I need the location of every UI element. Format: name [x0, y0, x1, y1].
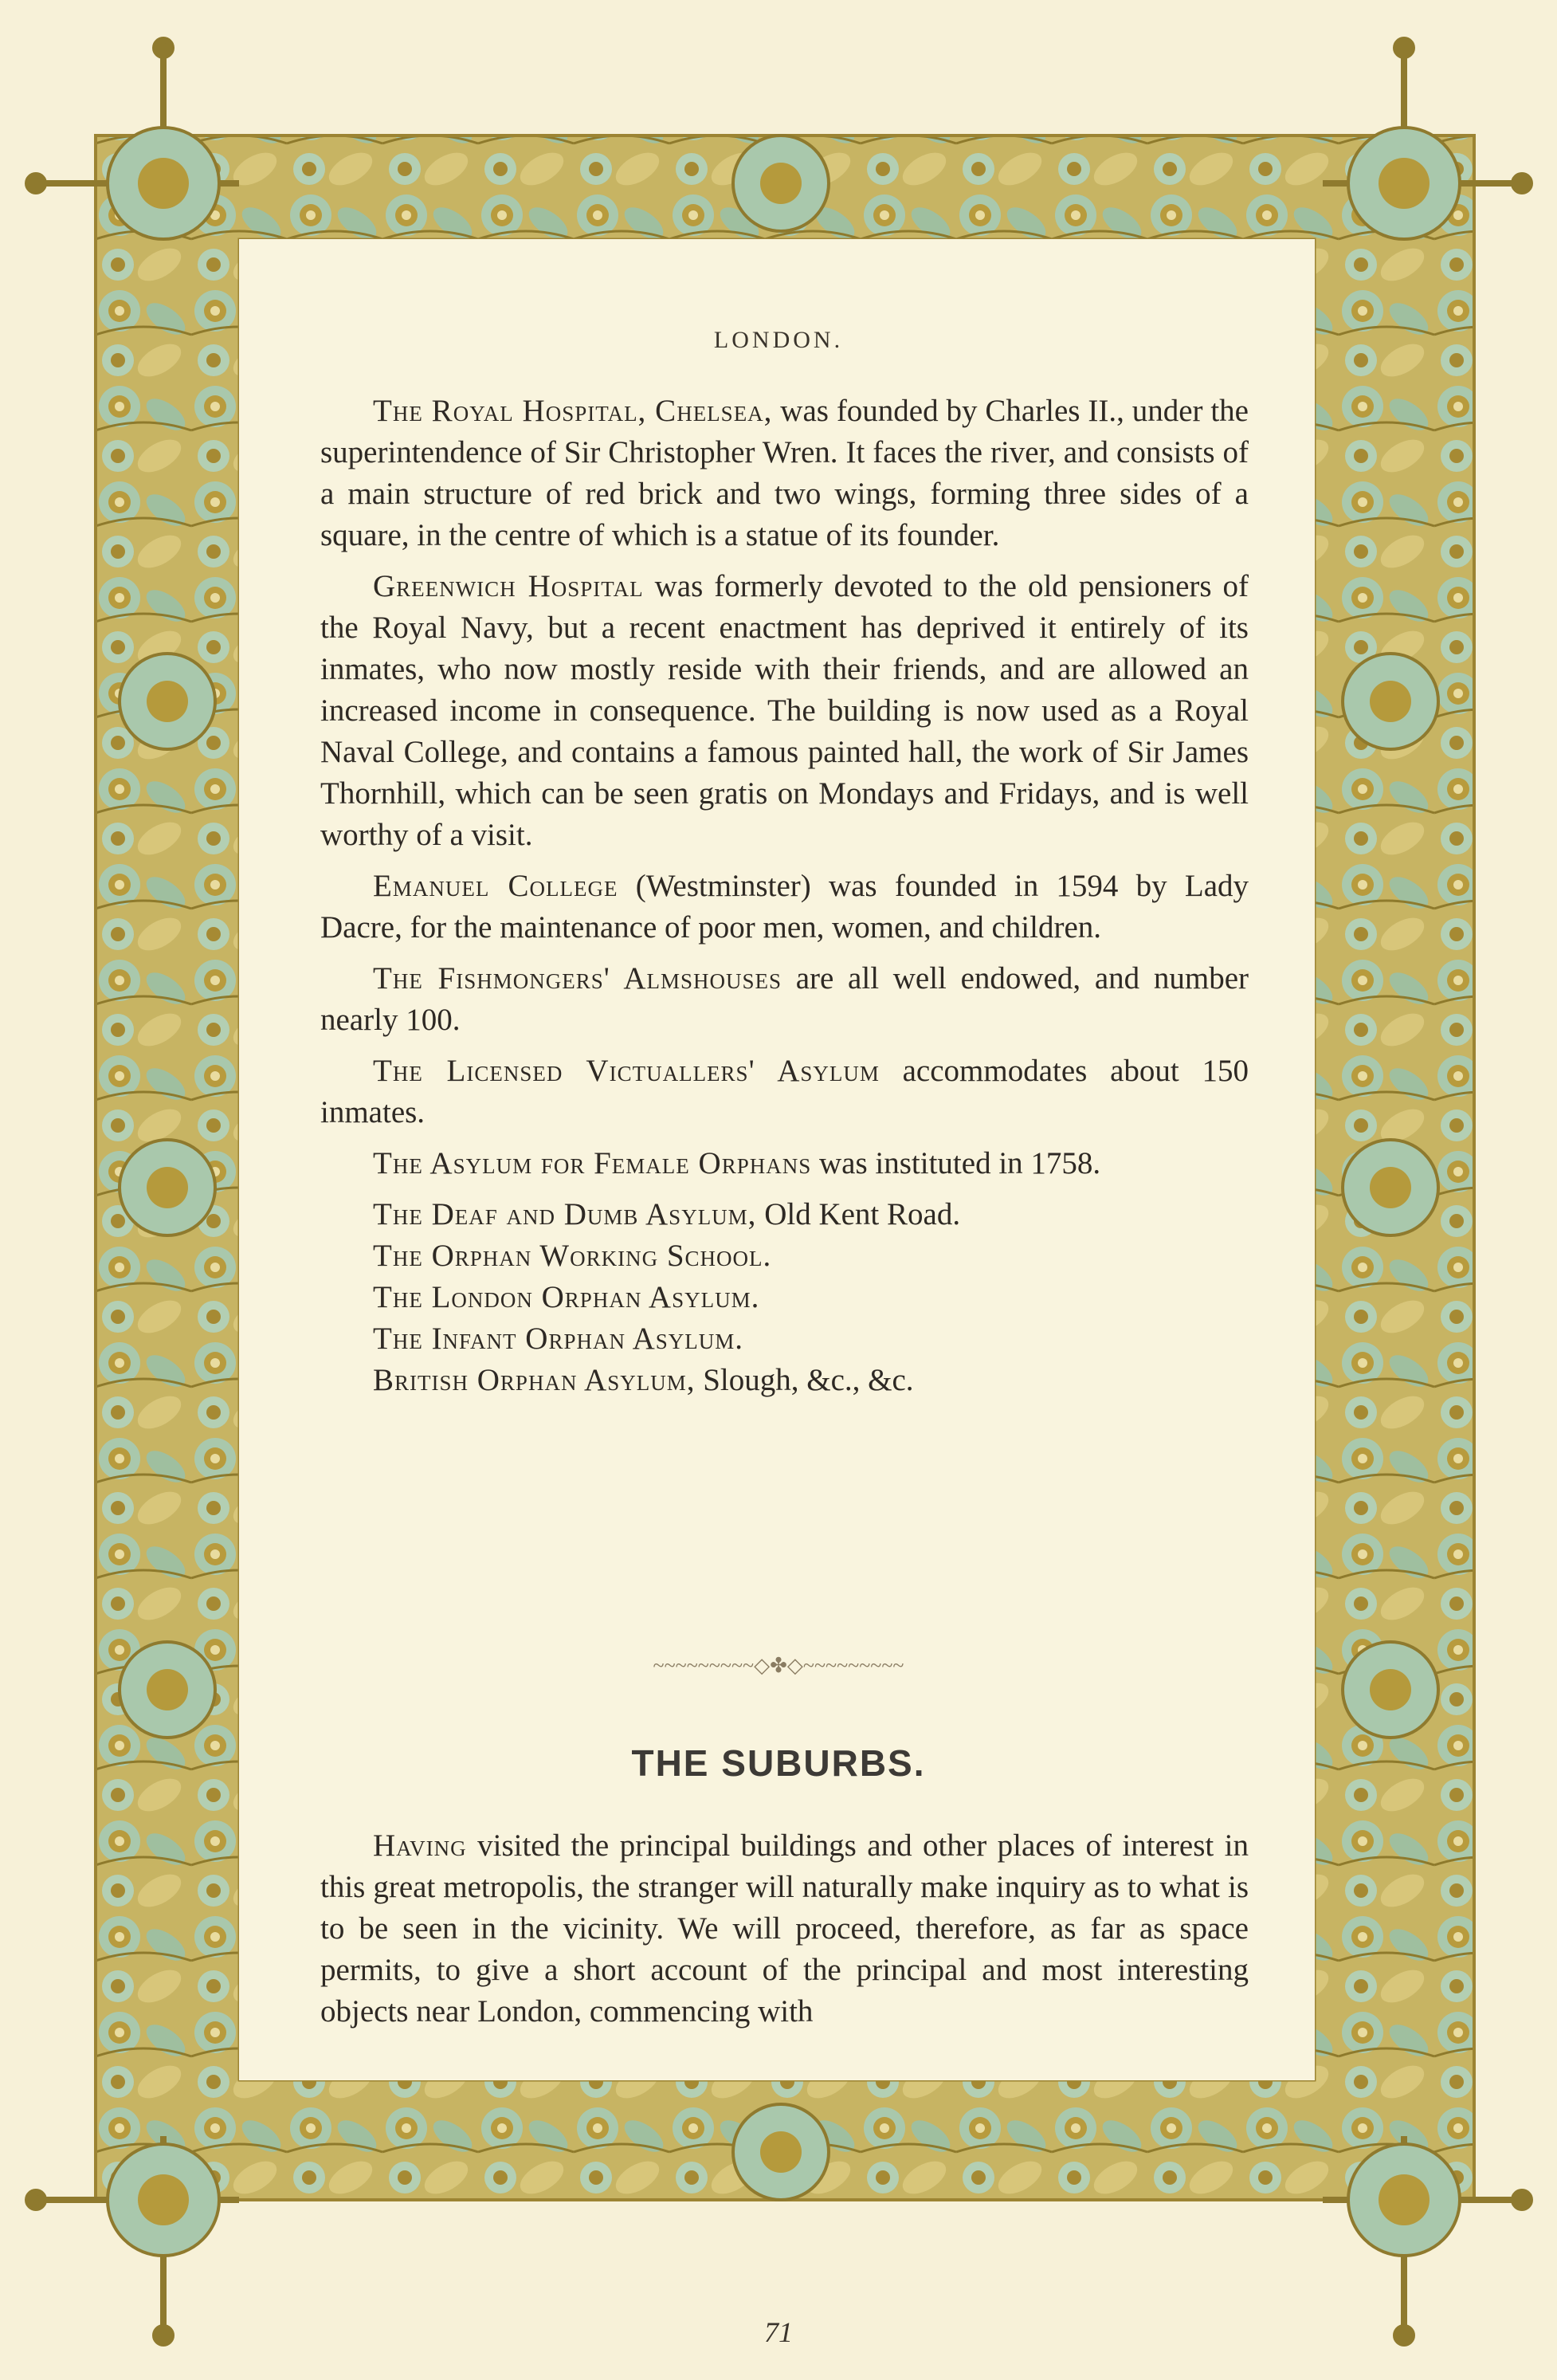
- paragraph-body: accommodates about 150 inmates.: [320, 1054, 1249, 1129]
- paragraph-lead: The Royal Hospital, Chelsea,: [373, 394, 773, 428]
- paragraph-body: was founded by Charles II., under the superintendence of Sir Christopher Wren. It faces the river, and consists of a main structure of red brick and two wings, forming three sides of a square, in the centre of which is a statue of its founder.: [320, 394, 1249, 552]
- list-item-lead: The Deaf and Dumb Asylum,: [373, 1197, 757, 1231]
- list-item-body: Slough, &c., &c.: [695, 1363, 914, 1397]
- list-item: [320, 1235, 1249, 1277]
- paragraph-lead: The Fishmongers' Almshouses: [373, 961, 782, 996]
- list-item-lead: The Orphan Working School.: [373, 1239, 772, 1273]
- list-item: [320, 1360, 1249, 1401]
- paragraph-greenwich-hospital: [320, 566, 1249, 856]
- paragraph-lead: The Licensed Victuallers' Asylum: [373, 1054, 880, 1088]
- section-title: THE SUBURBS.: [631, 1742, 926, 1784]
- suburbs-text-block: [320, 1825, 1249, 2042]
- section-divider-ornament: ~~~~~~~~~◇✤◇~~~~~~~~~: [653, 1654, 904, 1677]
- page-number: 71: [764, 2316, 793, 2348]
- list-item-body: Old Kent Road.: [756, 1197, 961, 1231]
- paragraph-fishmongers-almshouses: [320, 958, 1249, 1041]
- paragraph-female-orphans: [320, 1143, 1249, 1184]
- paragraph-body: was instituted in 1758.: [811, 1146, 1101, 1180]
- paragraph-victuallers-asylum: [320, 1051, 1249, 1133]
- list-item: [320, 1318, 1249, 1360]
- paragraph-body: (Westminster) was founded in 1594 by Lady Dacre, for the maintenance of poor men, women, and children.: [320, 869, 1249, 945]
- list-item: [320, 1277, 1249, 1318]
- paragraph-body: was formerly devoted to the old pensioners of the Royal Navy, but a recent enactment has deprived it entirely of its inmates, who now mostly reside with their friends, and are allowed an increased income in consequence. The building is now used as a Royal Naval College, and contains a famous painted hall, the work of Sir James Thornhill, which can be seen gratis on Mondays and Fridays, and is well worthy of a visit.: [320, 569, 1249, 852]
- paragraph-suburbs-intro: [320, 1825, 1249, 2032]
- list-item-lead: British Orphan Asylum,: [373, 1363, 696, 1397]
- paragraph-emanuel-college: [320, 866, 1249, 948]
- paragraph-lead: Greenwich Hospital: [373, 569, 644, 603]
- paragraph-lead: The Asylum for Female Orphans: [373, 1146, 812, 1180]
- paragraph-lead: Emanuel College: [373, 869, 618, 903]
- paragraph-lead: Having: [373, 1828, 467, 1863]
- paragraph-body: are all well endowed, and number nearly 100.: [320, 961, 1249, 1037]
- main-text-block: [320, 391, 1249, 1401]
- list-item-lead: The London Orphan Asylum.: [373, 1280, 760, 1314]
- paragraph-royal-hospital: [320, 391, 1249, 556]
- running-head: LONDON.: [713, 327, 844, 353]
- list-item-lead: The Infant Orphan Asylum.: [373, 1322, 744, 1356]
- list-item: [320, 1194, 1249, 1235]
- paragraph-body: visited the principal buildings and other places of interest in this great metropolis, the stranger will naturally make inquiry as to what is to be seen in the vicinity. We will proceed, therefore, as far as space permits, to give a short account of the principal and most interesting objects near London, commencing with: [320, 1828, 1249, 2028]
